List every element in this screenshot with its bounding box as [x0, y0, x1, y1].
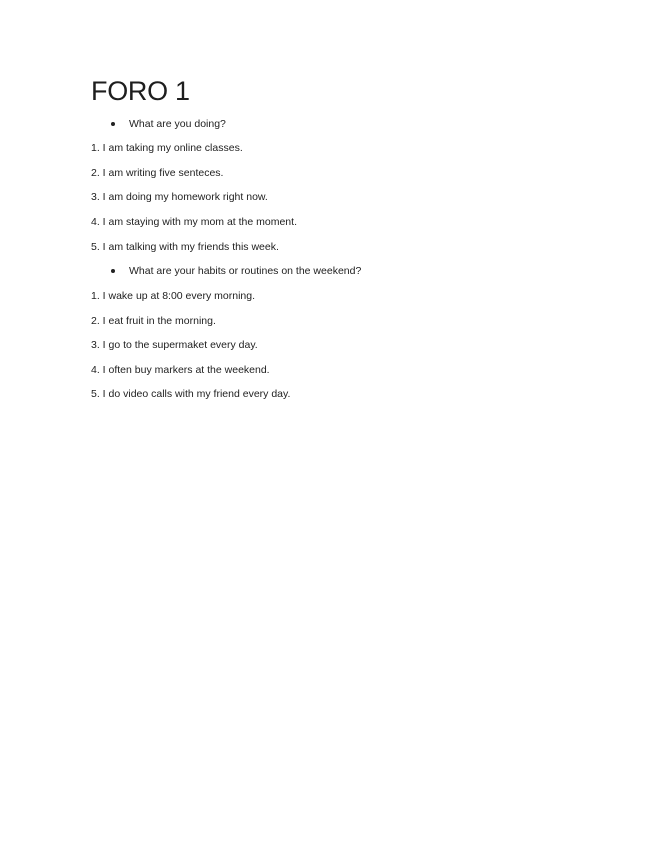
- bullet-dot-icon: [111, 269, 115, 273]
- document-title: FORO 1: [91, 76, 190, 106]
- answer-item: 4. I often buy markers at the weekend.: [91, 364, 270, 376]
- answer-item: 4. I am staying with my mom at the moment.: [91, 216, 297, 228]
- answer-item: 2. I eat fruit in the morning.: [91, 315, 216, 327]
- answer-item: 5. I am talking with my friends this week.: [91, 241, 279, 253]
- answer-item: 1. I wake up at 8:00 every morning.: [91, 290, 256, 302]
- question-text: What are you doing?: [129, 118, 226, 130]
- answer-item: 1. I am taking my online classes.: [91, 142, 243, 154]
- answer-item: 5. I do video calls with my friend every day.: [91, 388, 291, 400]
- answer-item: 3. I am doing my homework right now.: [91, 191, 268, 203]
- bullet-dot-icon: [111, 122, 115, 126]
- answer-item: 2. I am writing five senteces.: [91, 167, 224, 179]
- answer-item: 3. I go to the supermaket every day.: [91, 339, 258, 351]
- question-text: What are your habits or routines on the weekend?: [129, 265, 362, 277]
